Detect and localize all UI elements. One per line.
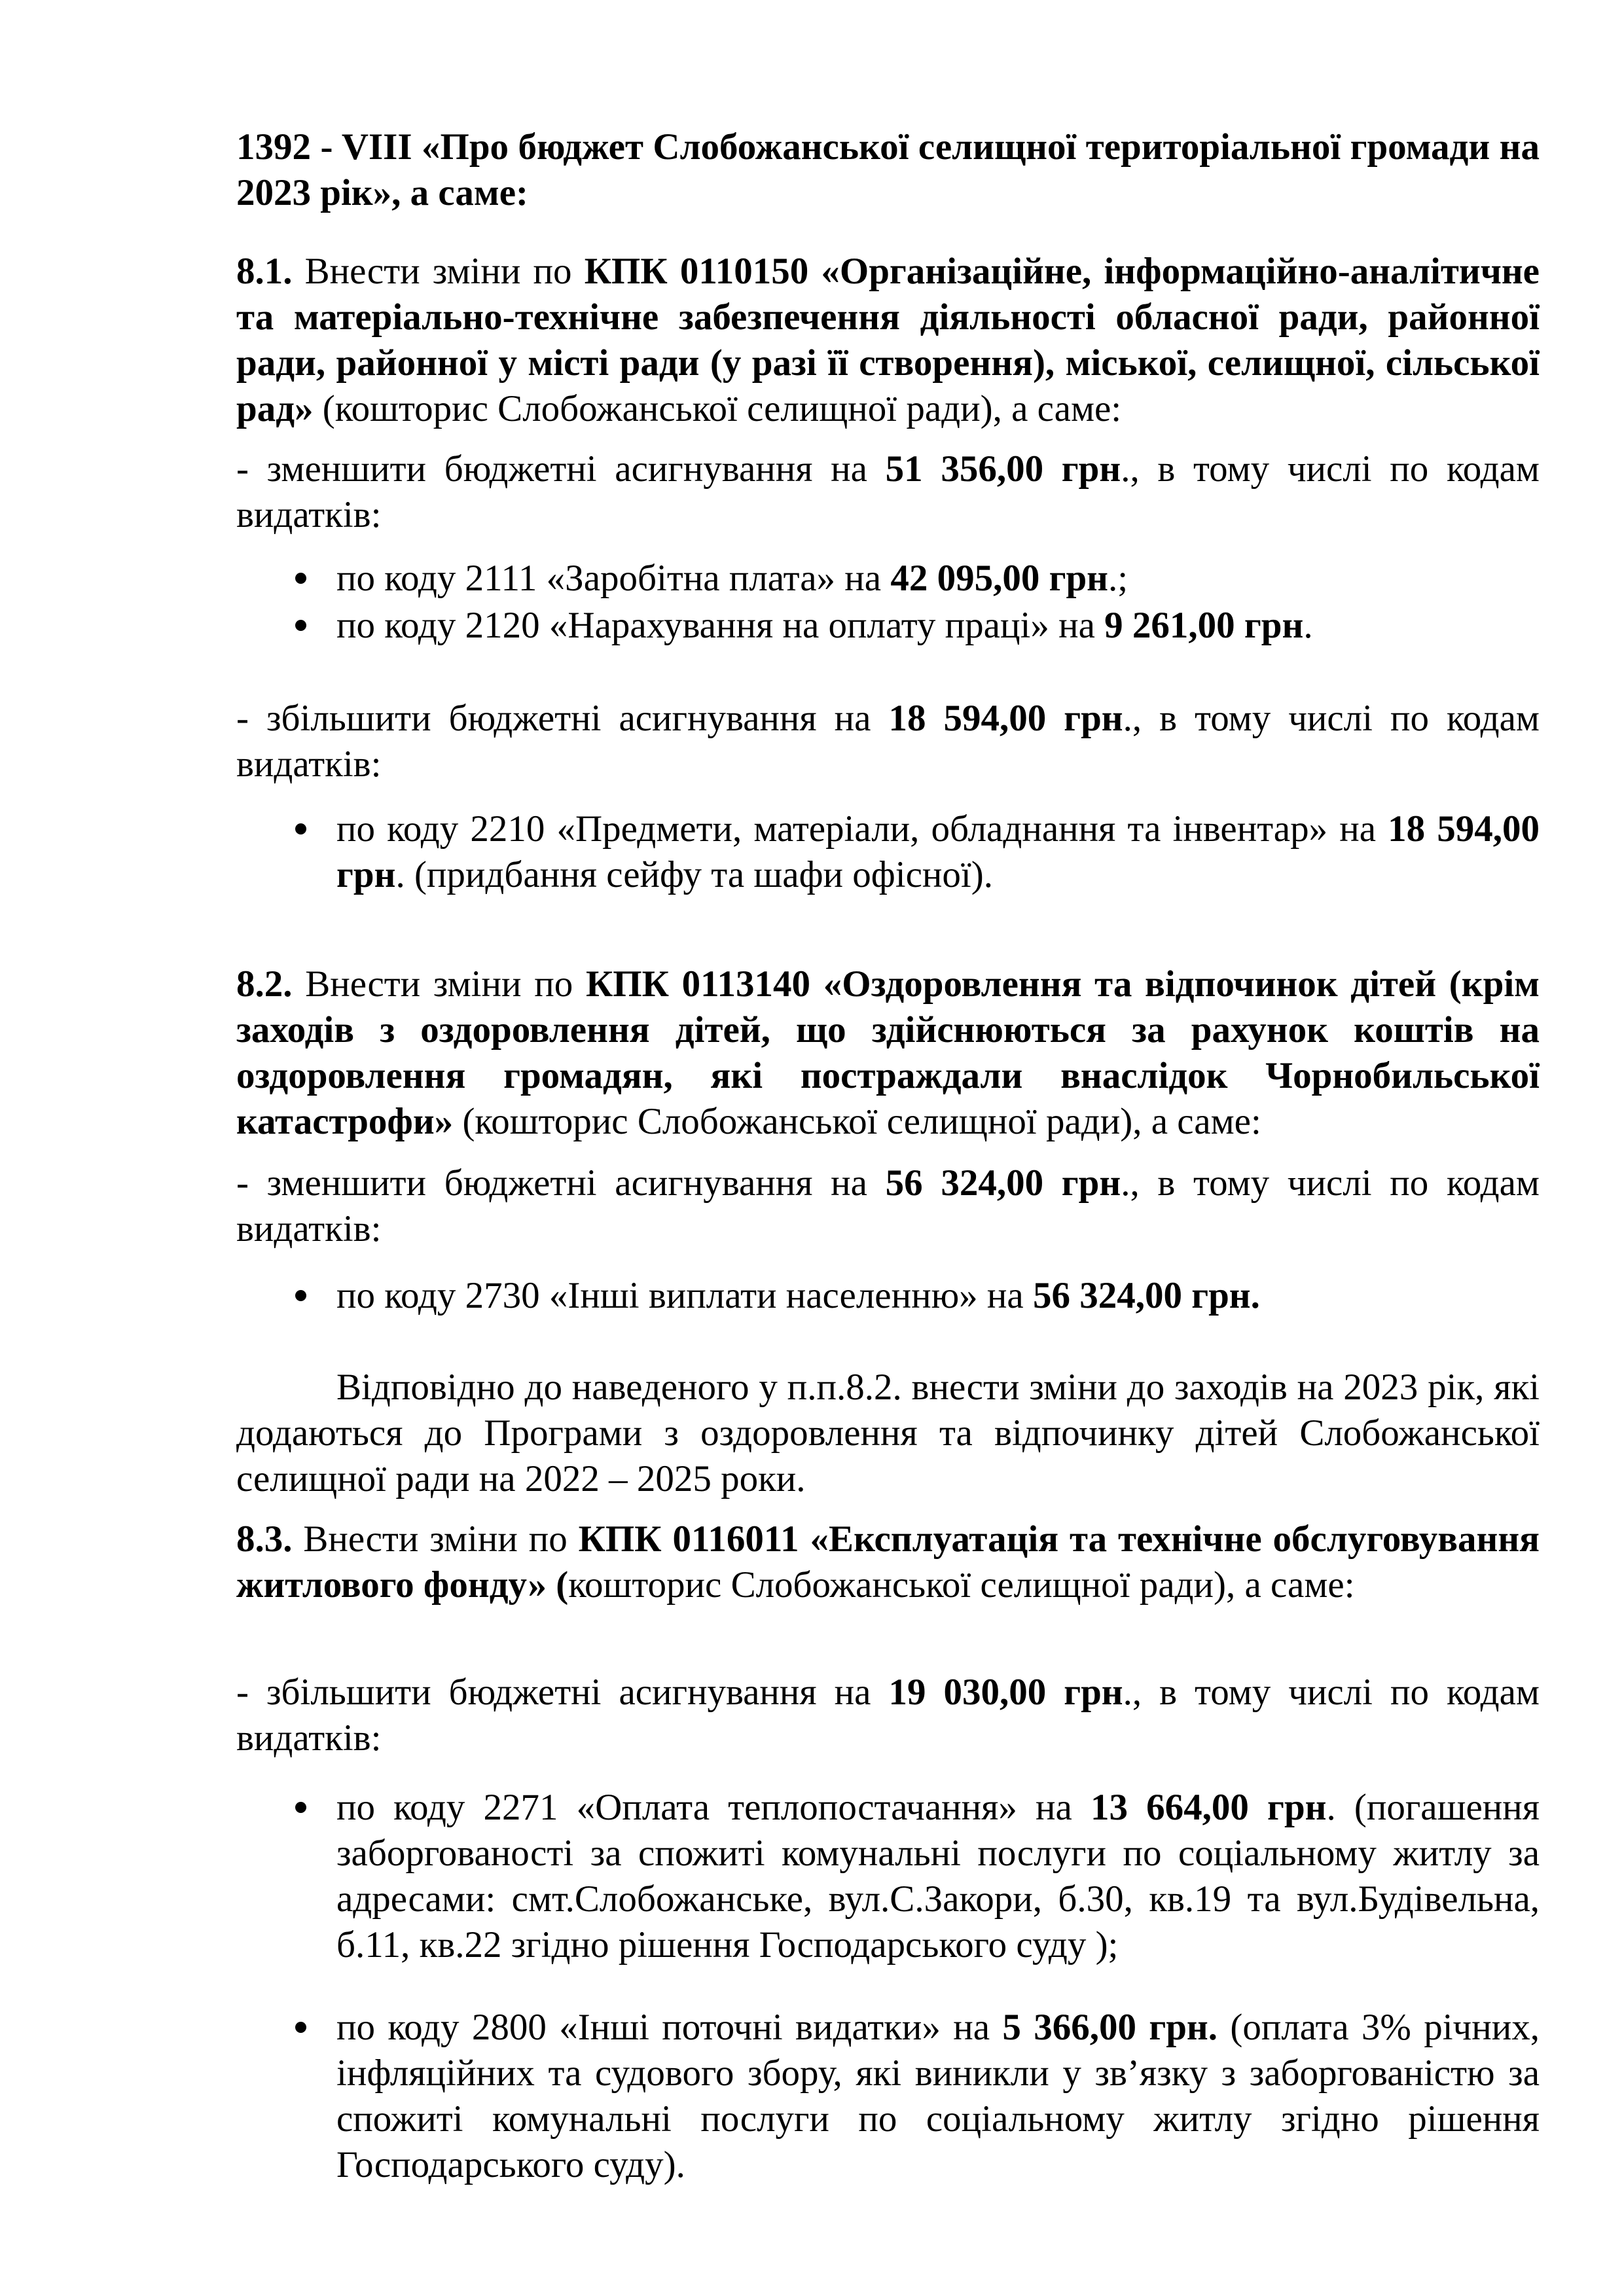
bold-text: 18 594,00 грн (888, 698, 1123, 739)
text: . (1303, 605, 1313, 646)
bullet-icon (295, 2022, 306, 2033)
list-item-2210 (336, 806, 1540, 898)
text: (кошторис Слобожанської селищної ради), а саме: (313, 388, 1122, 429)
text: по коду 2800 «Інші поточні видатки» на (336, 2007, 1003, 2048)
list-item-2730 (336, 1273, 1540, 1319)
section-8-1 (236, 249, 1540, 432)
list-item-2800 (336, 2005, 1540, 2188)
bold-text: 19 030,00 грн (888, 1672, 1123, 1713)
text: ., в тому числі по кодам видатків: (236, 448, 1540, 535)
bold-text: 56 324,00 грн (885, 1162, 1121, 1204)
bold-text: 56 324,00 грн. (1032, 1275, 1260, 1316)
bullet-icon (295, 1802, 306, 1813)
bullet-icon (295, 823, 306, 834)
section-8-1-decrease (236, 446, 1540, 538)
bold-text: КПК 0116011 «Експлуатація та технічне обслуговування житлового фонду» ( (236, 1518, 1540, 1605)
list-item-2111 (336, 556, 1540, 601)
list-item-2120 (336, 603, 1540, 649)
bold-text: 1392 - VIII «Про бюджет Слобожанської селищної територіальної громади на 2023 рік», а саме: (236, 126, 1540, 213)
section-8-2 (236, 961, 1540, 1145)
text: Внести зміни по (292, 1518, 579, 1560)
text: . (придбання сейфу та шафи офісної). (395, 854, 993, 895)
text: ., в тому числі по кодам видатків: (236, 698, 1540, 785)
list-item-2271 (336, 1785, 1540, 1968)
bold-text: 9 261,00 грн (1104, 605, 1304, 646)
text: по коду 2111 «Заробітна плата» на (336, 558, 891, 599)
bold-text: 51 356,00 грн (885, 448, 1121, 490)
bold-text: КПК 0113140 «Оздоровлення та відпочинок дітей (крім заходів з оздоровлення дітей, що здійснюються за рахунок коштів на оздоровлення громадян, які постраждали внаслідок Чорнобильської катастрофи» (236, 963, 1540, 1142)
bullet-icon (295, 573, 306, 584)
text: - зменшити бюджетні асигнування на (236, 448, 886, 490)
text: по коду 2210 «Предмети, матеріали, обладнання та інвентар» на (336, 808, 1388, 850)
text: (кошторис Слобожанської селищної ради), а саме: (453, 1101, 1261, 1142)
text: ., в тому числі по кодам видатків: (236, 1672, 1540, 1759)
text: кошторис Слобожанської селищної ради), а саме: (568, 1564, 1355, 1605)
text: Внести зміни по (292, 963, 586, 1005)
text: - зменшити бюджетні асигнування на (236, 1162, 886, 1204)
text: по коду 2730 «Інші виплати населенню» на (336, 1275, 1033, 1316)
section-8-1-increase (236, 696, 1540, 787)
bold-text: 8.3. (236, 1518, 293, 1560)
bold-text: 13 664,00 грн (1090, 1787, 1327, 1828)
bold-text: КПК 0110150 «Організаційне, інформаційно-аналітичне та матеріально-технічне забезпечення діяльності обласної ради, районної ради, районної у місті ради (у разі її створення), міської, селищної, сільської рад» (236, 251, 1540, 429)
bold-text: 5 366,00 грн. (1002, 2007, 1218, 2048)
section-8-2-note (236, 1365, 1540, 1502)
text: по коду 2271 «Оплата теплопостачання» на (336, 1787, 1091, 1828)
bold-text: 8.1. (236, 251, 293, 292)
text: - збільшити бюджетні асигнування на (236, 1672, 889, 1713)
text: .; (1108, 558, 1128, 599)
text: . (погашення заборгованості за спожиті комунальні послуги по соціальному житлу за адресами: смт.Слобожанське, вул.С.Закори, б.30, кв.19 та вул.Будівельна, б.11, кв.22 згідно рішення Господарського суду ); (336, 1787, 1540, 1965)
text: (оплата 3% річних, інфляційних та судового збору, які виникли у зв’язку з заборгованістю за спожиті комунальні послуги по соціальному житлу згідно рішення Господарського суду). (336, 2007, 1540, 2185)
bold-text: 8.2. (236, 963, 293, 1005)
text: Відповідно до наведеного у п.п.8.2. внести зміни до заходів на 2023 рік, які додаються до Програми з оздоровлення та відпочинку дітей Слобожанської селищної ради на 2022 – 2025 роки. (236, 1367, 1540, 1499)
bullet-icon (295, 620, 306, 631)
bold-text: 18 594,00 грн (336, 808, 1540, 895)
text: ., в тому числі по кодам видатків: (236, 1162, 1540, 1249)
text: по коду 2120 «Нарахування на оплату праці» на (336, 605, 1105, 646)
bold-text: 42 095,00 грн (890, 558, 1109, 599)
bullet-icon (295, 1290, 306, 1301)
text: Внести зміни по (292, 251, 585, 292)
section-8-3-increase (236, 1670, 1540, 1761)
decision-title (236, 124, 1540, 216)
section-8-2-decrease (236, 1160, 1540, 1252)
text: - збільшити бюджетні асигнування на (236, 698, 889, 739)
section-8-3 (236, 1516, 1540, 1608)
